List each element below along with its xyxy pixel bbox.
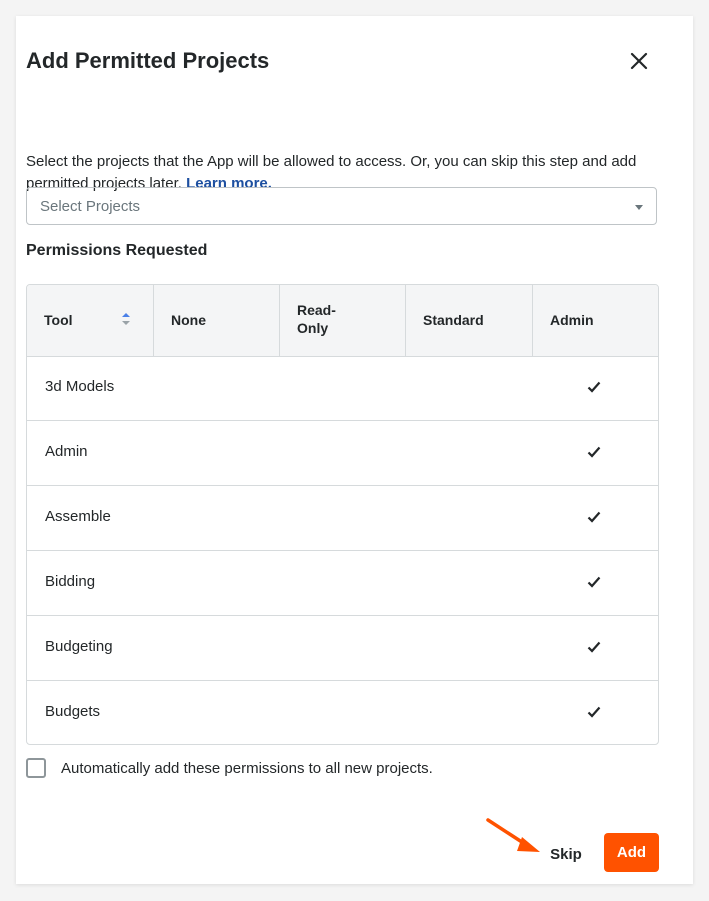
table-row xyxy=(27,551,658,616)
column-label-none: None xyxy=(171,312,206,328)
select-projects-placeholder: Select Projects xyxy=(40,198,141,215)
column-header-none xyxy=(154,285,280,356)
checkmark-icon xyxy=(587,706,601,718)
tool-name: Bidding xyxy=(45,573,96,590)
table-row xyxy=(27,486,658,551)
add-permitted-projects-modal xyxy=(16,16,693,884)
tool-name: 3d Models xyxy=(45,378,115,395)
select-projects-dropdown[interactable] xyxy=(26,187,657,225)
column-header-tool[interactable] xyxy=(27,285,154,356)
tool-name: Budgets xyxy=(45,703,101,720)
tool-name: Budgeting xyxy=(45,638,113,655)
column-header-standard xyxy=(406,285,533,356)
checkmark-icon xyxy=(587,381,601,393)
modal-title: Add Permitted Projects xyxy=(26,48,270,73)
add-button[interactable]: Add xyxy=(604,833,659,872)
auto-add-permissions-checkbox[interactable] xyxy=(26,758,46,778)
auto-add-permissions-label[interactable]: Automatically add these permissions to all new projects. xyxy=(61,760,433,777)
column-label-standard: Standard xyxy=(423,312,484,328)
column-header-admin xyxy=(533,285,658,356)
column-label-admin: Admin xyxy=(550,312,594,328)
sort-icon[interactable] xyxy=(121,311,131,327)
column-header-read-only xyxy=(280,285,406,356)
permissions-table xyxy=(26,284,659,745)
table-row xyxy=(27,356,658,421)
learn-more-link[interactable]: Learn more. xyxy=(186,175,272,192)
skip-button[interactable]: Skip xyxy=(542,838,590,870)
close-button[interactable] xyxy=(626,48,652,74)
table-row xyxy=(27,421,658,486)
tool-name: Admin xyxy=(45,443,88,460)
table-header xyxy=(27,285,658,357)
tool-name: Assemble xyxy=(45,508,111,525)
permissions-section-title: Permissions Requested xyxy=(26,242,208,259)
checkmark-icon xyxy=(587,511,601,523)
column-label-tool: Tool xyxy=(44,312,73,328)
table-row xyxy=(27,681,658,745)
checkmark-icon xyxy=(587,446,601,458)
description-text: Select the projects that the App will be allowed to access. Or, you can skip this step and add permitted projects later. xyxy=(26,153,637,192)
caret-down-icon xyxy=(635,205,643,210)
table-row xyxy=(27,616,658,681)
arrow-annotation-icon xyxy=(484,816,548,864)
checkmark-icon xyxy=(587,641,601,653)
column-label-read-only-1: Read- xyxy=(297,302,336,318)
checkmark-icon xyxy=(587,576,601,588)
column-label-read-only-2: Only xyxy=(297,320,329,336)
close-icon xyxy=(626,48,652,74)
